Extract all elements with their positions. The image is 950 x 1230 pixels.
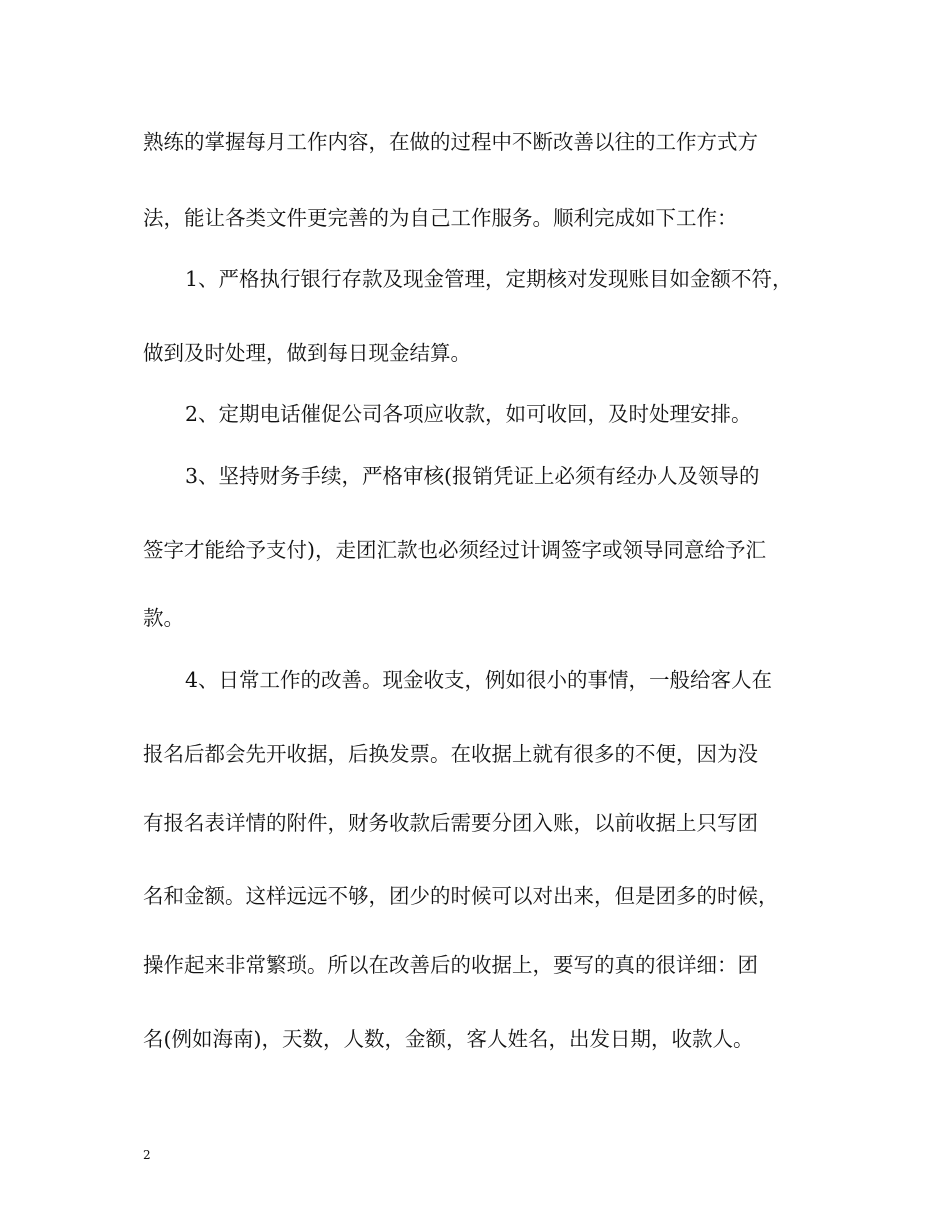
- list-item-1-line: 1、严格执行银行存款及现金管理，定期核对发现账目如金额不符，: [185, 267, 793, 291]
- text-line: 名(例如海南)，天数，人数，金额，客人姓名，出发日期，收款人。: [143, 1027, 754, 1051]
- list-item-4-line: 4、日常工作的改善。现金收支，例如很小的事情，一般给客人在: [185, 668, 773, 692]
- text-line: 法，能让各类文件更完善的为自己工作服务。顺利完成如下工作：: [143, 206, 738, 230]
- list-item-3-line: 3、坚持财务手续，严格审核(报销凭证上必须有经办人及领导的: [185, 464, 760, 488]
- list-item-2-line: 2、定期电话催促公司各项应收款，如可收回，及时处理安排。: [185, 402, 752, 426]
- text-line: 操作起来非常繁琐。所以在改善后的收据上，要写的真的很详细：团: [143, 953, 758, 977]
- text-line: 报名后都会先开收据，后换发票。在收据上就有很多的不便，因为没: [143, 742, 758, 766]
- page-number: 2: [143, 1148, 151, 1162]
- text-line: 有报名表详情的附件，财务收款后需要分团入账，以前收据上只写团: [143, 811, 758, 835]
- text-line: 熟练的掌握每月工作内容，在做的过程中不断改善以往的工作方式方: [143, 130, 758, 154]
- text-line: 名和金额。这样远远不够，团少的时候可以对出来，但是团多的时候，: [143, 884, 779, 908]
- text-line: 签字才能给予支付)，走团汇款也必须经过计调签字或领导同意给予汇: [143, 538, 766, 562]
- text-line: 做到及时处理，做到每日现金结算。: [143, 341, 471, 365]
- text-line: 款。: [143, 606, 184, 630]
